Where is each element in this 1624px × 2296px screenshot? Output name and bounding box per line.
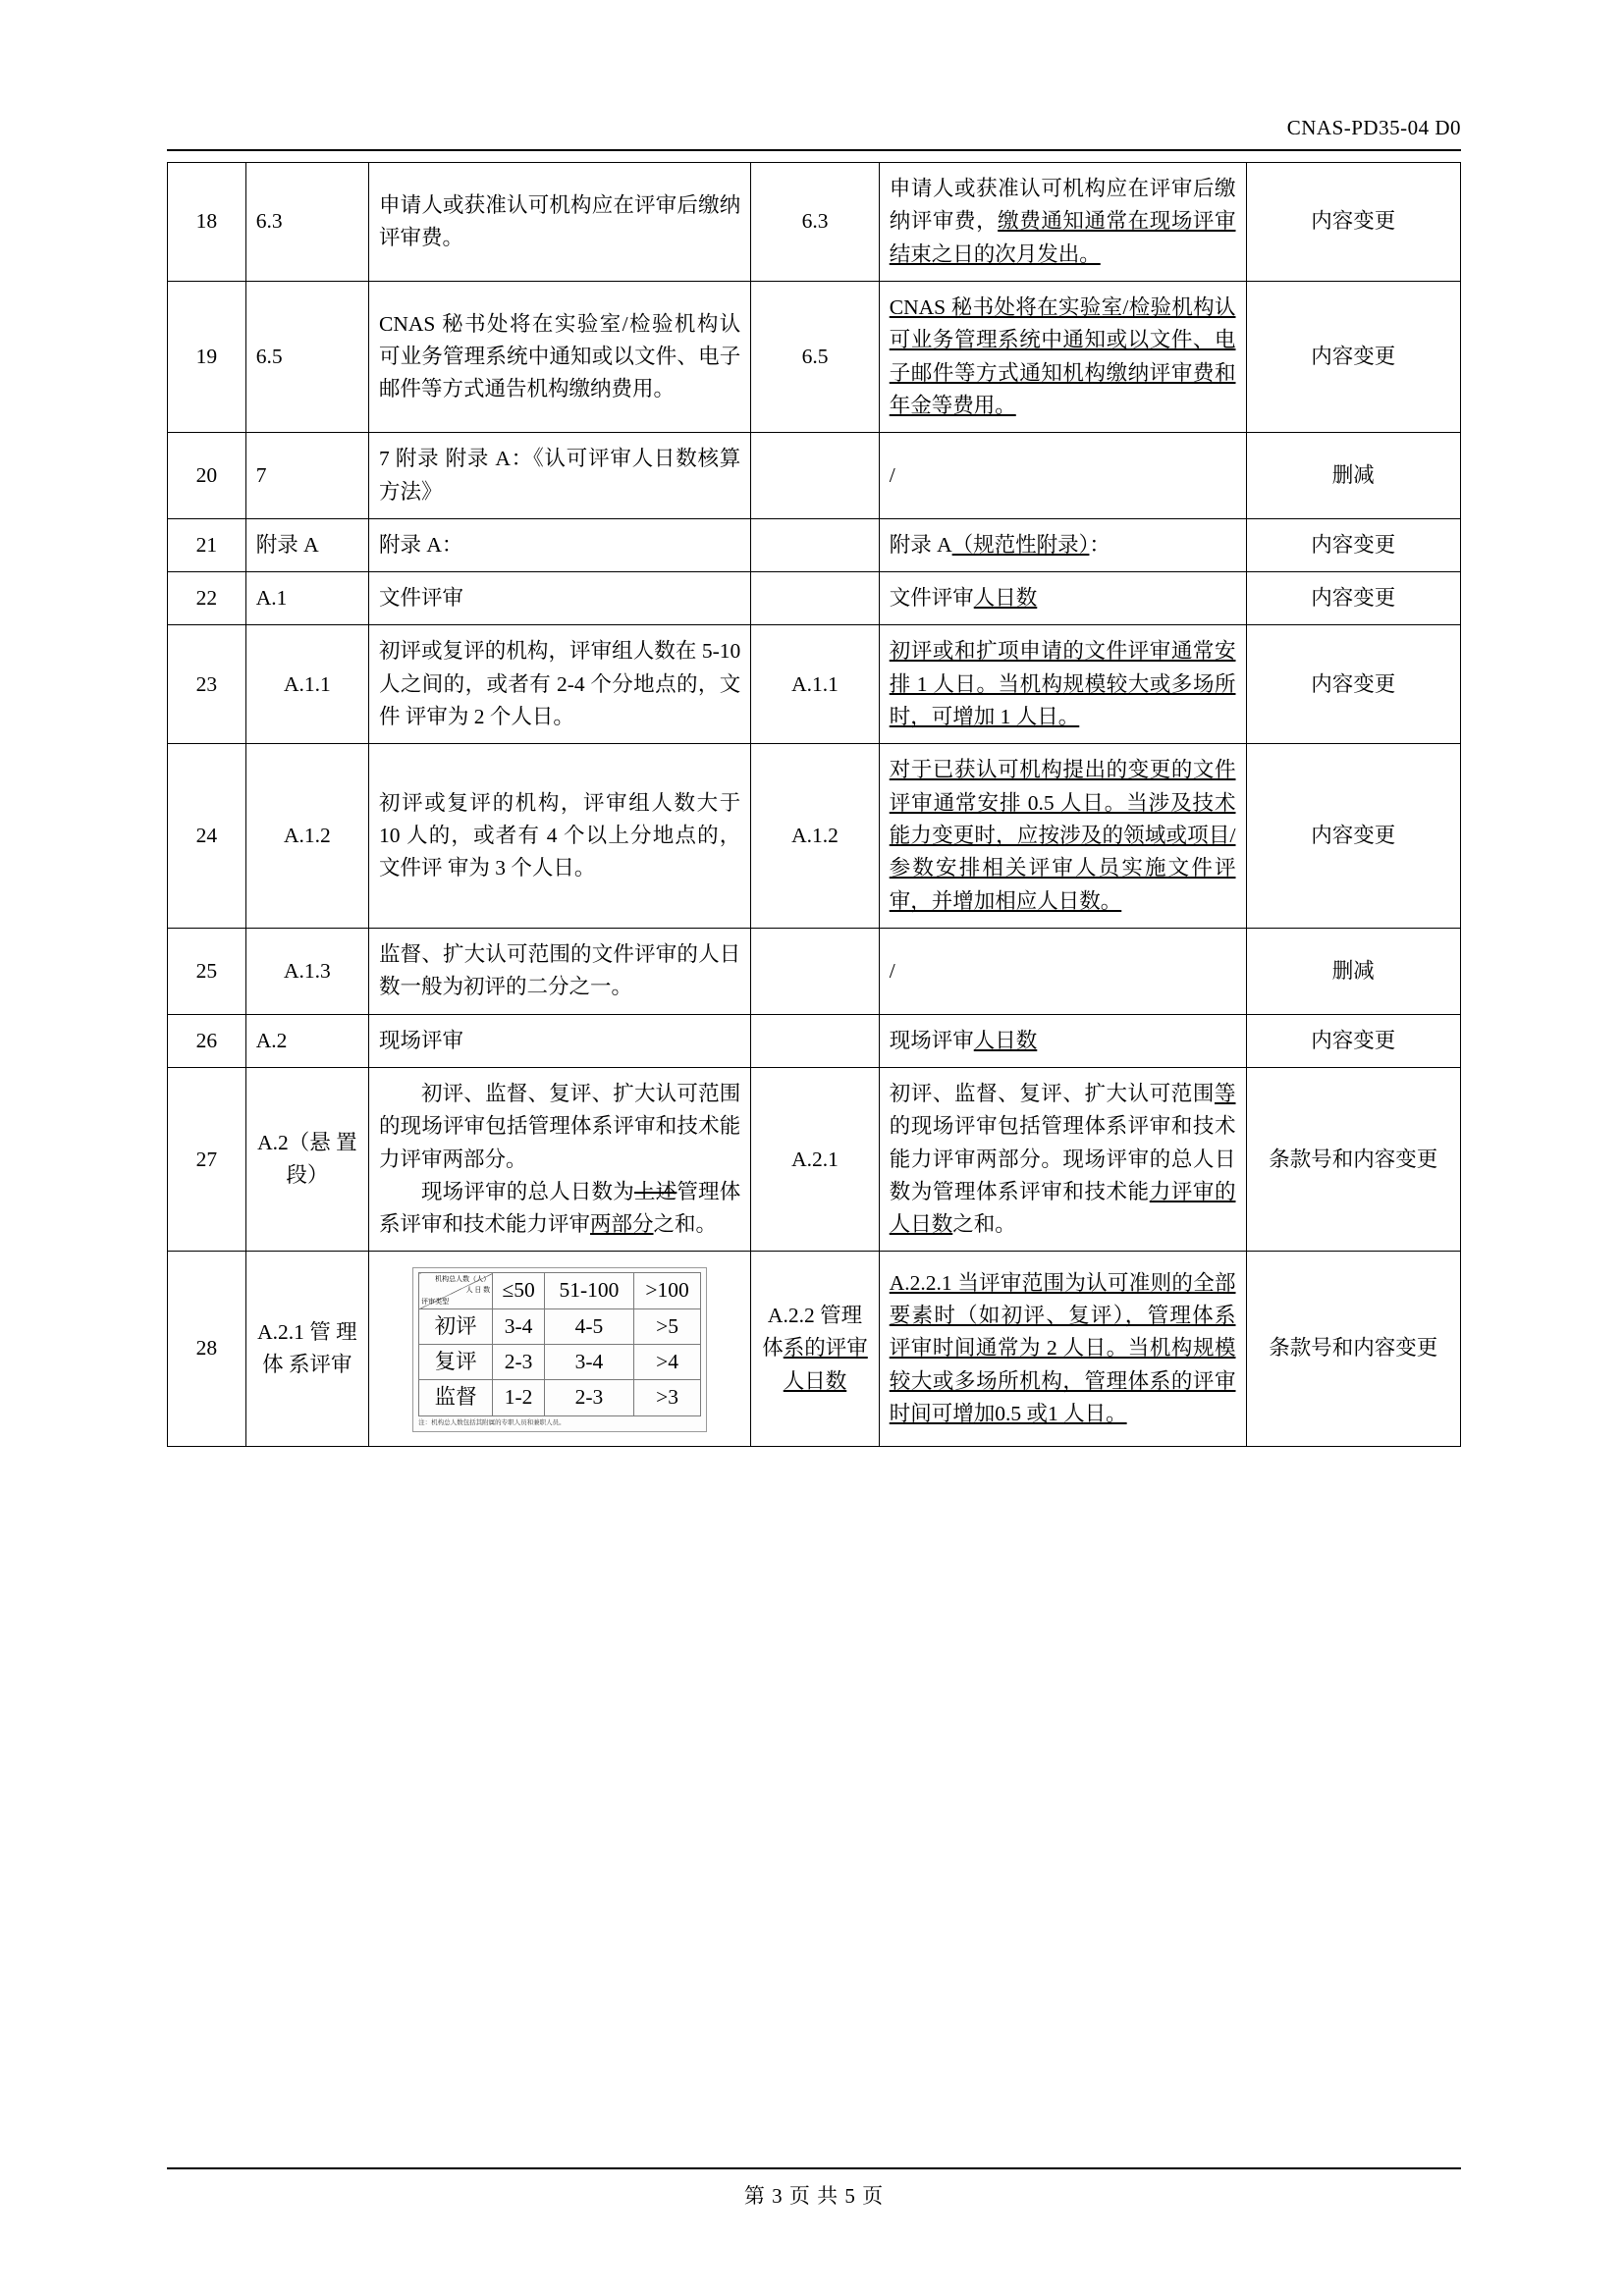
figure-row-label: 复评	[419, 1345, 493, 1380]
new-clause-number: A.1.1	[751, 625, 879, 744]
page-header	[167, 116, 1461, 146]
old-clause-number: A.1.2	[245, 744, 368, 929]
new-clause-underlined: 系的评审人日数	[783, 1336, 868, 1393]
figure-col-header: >100	[633, 1273, 700, 1308]
figure-header-row	[419, 1273, 701, 1308]
figure-box	[412, 1267, 707, 1431]
figure-corner-bottom-left: 评审类型	[421, 1297, 450, 1306]
figure-cell: 2-3	[493, 1345, 545, 1380]
old-content: 初评或复评的机构，评审组人数在 5-10 人之间的，或者有 2-4 个分地点的，文件 评审为 2 个人日。	[368, 625, 750, 744]
table-row	[168, 744, 1461, 929]
figure-cell: 2-3	[544, 1380, 633, 1415]
new-clause-number: A.2.2 管理体系的评审人日数	[751, 1252, 879, 1446]
new-content: 附录 A（规范性附录）：	[879, 518, 1246, 571]
old-clause-number: 附录 A	[245, 518, 368, 571]
figure-row-label: 监督	[419, 1380, 493, 1415]
figure-cell: >3	[633, 1380, 700, 1415]
old-content: 监督、扩大认可范围的文件评审的人日数一般为初评的二分之一。	[368, 928, 750, 1014]
header-divider	[167, 149, 1461, 151]
new-content: A.2.2.1 当评审范围为认可准则的全部要素时（如初评、复评），管理体系评审时间通常为 2 人日。当机构规模较大或多场所机构，管理体系的评审时间可增加0.5 或1 人日。	[879, 1252, 1246, 1446]
change-type: 条款号和内容变更	[1246, 1067, 1461, 1252]
old-clause-number: A.2.1 管 理 体 系评审	[245, 1252, 368, 1446]
old-content-paragraph-1: 初评、监督、复评、扩大认可范围的现场评审包括管理体系评审和技术能力评审两部分。	[378, 1081, 741, 1171]
new-content-underlined: 人日数	[973, 1028, 1038, 1052]
row-number: 24	[168, 744, 246, 929]
new-clause-number	[751, 1014, 879, 1067]
table-row	[168, 163, 1461, 282]
revision-comparison-table	[167, 162, 1461, 1447]
row-number: 26	[168, 1014, 246, 1067]
old-content: 初评或复评的机构，评审组人数大于 10 人的，或者有 4 个以上分地点的，文件评 审为 3 个人日。	[368, 744, 750, 929]
row-number: 18	[168, 163, 246, 282]
row-number: 19	[168, 281, 246, 432]
table-row	[168, 572, 1461, 625]
change-type: 删减	[1246, 433, 1461, 519]
old-p2-c: 之和。	[653, 1212, 718, 1237]
footer-divider	[167, 2167, 1461, 2169]
new-content-plain: 文件评审	[889, 586, 974, 611]
page-number: 第 3 页 共 5 页	[743, 2184, 885, 2208]
new-content: CNAS 秘书处将在实验室/检验机构认可业务管理系统中通知或以文件、电子邮件等方式通知机构缴纳评审费和年金等费用。	[879, 281, 1246, 432]
new-content: 初评或和扩项申请的文件评审通常安排 1 人日。当机构规模较大或多场所时，可增加 1 人日。	[879, 625, 1246, 744]
row-number: 28	[168, 1252, 246, 1446]
row-number: 20	[168, 433, 246, 519]
figure-cell: >4	[633, 1345, 700, 1380]
figure-row-label: 初评	[419, 1308, 493, 1344]
new-content-underlined-2: 力评审的人日数	[889, 1179, 1236, 1237]
row-number: 21	[168, 518, 246, 571]
old-content	[368, 1067, 750, 1252]
new-content	[879, 1014, 1246, 1067]
row-number: 23	[168, 625, 246, 744]
old-p2-a: 现场评审的总人日数为	[420, 1179, 634, 1203]
old-clause-number: A.2	[245, 1014, 368, 1067]
new-content-underlined: 人日数	[973, 586, 1038, 611]
new-content-underlined: （规范性附录）	[951, 532, 1090, 557]
new-content-underlined: 缴费通知通常在现场评审结束之日的次月发出。	[889, 209, 1236, 266]
old-clause-number: A.2（悬 置 段）	[245, 1067, 368, 1252]
figure-table	[418, 1272, 701, 1415]
row-number: 27	[168, 1067, 246, 1252]
table-row	[168, 1252, 1461, 1446]
old-clause-number: A.1.1	[245, 625, 368, 744]
person-day-table-figure	[379, 1267, 740, 1431]
new-content-plain: 申请人或获准认可机构应在评审后缴纳评审费，	[889, 177, 1236, 234]
old-content: 7 附录 附录 A：《认可评审人日数核算方法》	[368, 433, 750, 519]
figure-corner-cell	[419, 1273, 493, 1308]
old-content: 附录 A：	[368, 518, 750, 571]
new-content	[879, 163, 1246, 282]
new-content	[879, 572, 1246, 625]
figure-note: 注：机构总人数包括其附属的专职人员和兼职人员。	[418, 1418, 566, 1426]
figure-col-header: 51-100	[544, 1273, 633, 1308]
old-clause-number: A.1	[245, 572, 368, 625]
new-clause-number: 6.3	[751, 163, 879, 282]
new-content-plain: 现场评审	[889, 1028, 974, 1052]
table-row	[168, 928, 1461, 1014]
new-clause-number	[751, 928, 879, 1014]
table-row	[168, 281, 1461, 432]
row-number: 25	[168, 928, 246, 1014]
figure-corner-top-right: 机构总人数（人）	[435, 1275, 491, 1284]
change-type: 内容变更	[1246, 572, 1461, 625]
new-content-underlined: 等	[1214, 1081, 1236, 1105]
new-content: /	[879, 928, 1246, 1014]
old-content-figure	[368, 1252, 750, 1446]
change-type: 删减	[1246, 928, 1461, 1014]
old-clause-number: A.1.3	[245, 928, 368, 1014]
old-p2-underline: 两部分	[590, 1212, 654, 1237]
new-clause-number: A.2.1	[751, 1067, 879, 1252]
figure-col-header: ≤50	[493, 1273, 545, 1308]
change-type: 内容变更	[1246, 1014, 1461, 1067]
old-clause-number: 6.3	[245, 163, 368, 282]
change-type: 内容变更	[1246, 744, 1461, 929]
new-clause-number: A.1.2	[751, 744, 879, 929]
figure-row	[419, 1380, 701, 1415]
new-clause-number	[751, 572, 879, 625]
new-clause-number	[751, 518, 879, 571]
new-clause-number: 6.5	[751, 281, 879, 432]
old-content: 申请人或获准认可机构应在评审后缴纳评审费。	[368, 163, 750, 282]
table-row	[168, 518, 1461, 571]
figure-row	[419, 1308, 701, 1344]
figure-cell: 1-2	[493, 1380, 545, 1415]
table-row	[168, 1067, 1461, 1252]
old-clause-number: 6.5	[245, 281, 368, 432]
row-number: 22	[168, 572, 246, 625]
table-row	[168, 433, 1461, 519]
figure-corner-mid: 人 日 数	[465, 1286, 491, 1295]
new-clause-number	[751, 433, 879, 519]
change-type: 内容变更	[1246, 625, 1461, 744]
old-content-paragraph-2	[379, 1176, 740, 1242]
change-type: 内容变更	[1246, 518, 1461, 571]
document-code: CNAS-PD35-04 D0	[1286, 116, 1461, 139]
change-type: 条款号和内容变更	[1246, 1252, 1461, 1446]
old-p2-b: 管理体系评审和技术能力评审	[378, 1179, 741, 1237]
figure-cell: 3-4	[544, 1345, 633, 1380]
table-row	[168, 1014, 1461, 1067]
new-content: /	[879, 433, 1246, 519]
figure-cell: 4-5	[544, 1308, 633, 1344]
figure-cell: >5	[633, 1308, 700, 1344]
old-content: 文件评审	[368, 572, 750, 625]
change-type: 内容变更	[1246, 281, 1461, 432]
old-content: 现场评审	[368, 1014, 750, 1067]
old-clause-number: 7	[245, 433, 368, 519]
table-row	[168, 625, 1461, 744]
new-content: 对于已获认可机构提出的变更的文件评审通常安排 0.5 人日。当涉及技术能力变更时，应按涉及的领域或项目/参数安排相关评审人员实施文件评审，并增加相应人日数。	[879, 744, 1246, 929]
figure-row	[419, 1345, 701, 1380]
old-content: CNAS 秘书处将在实验室/检验机构认可业务管理系统中通知或以文件、电子邮件等方式通告机构缴纳费用。	[368, 281, 750, 432]
old-p2-strike: 上述	[633, 1179, 677, 1203]
new-content: 初评、监督、复评、扩大认可范围等的现场评审包括管理体系评审和技术能力评审两部分。现场评审的总人日数为管理体系评审和技术能力评审的人日数之和。	[879, 1067, 1246, 1252]
figure-cell: 3-4	[493, 1308, 545, 1344]
change-type: 内容变更	[1246, 163, 1461, 282]
